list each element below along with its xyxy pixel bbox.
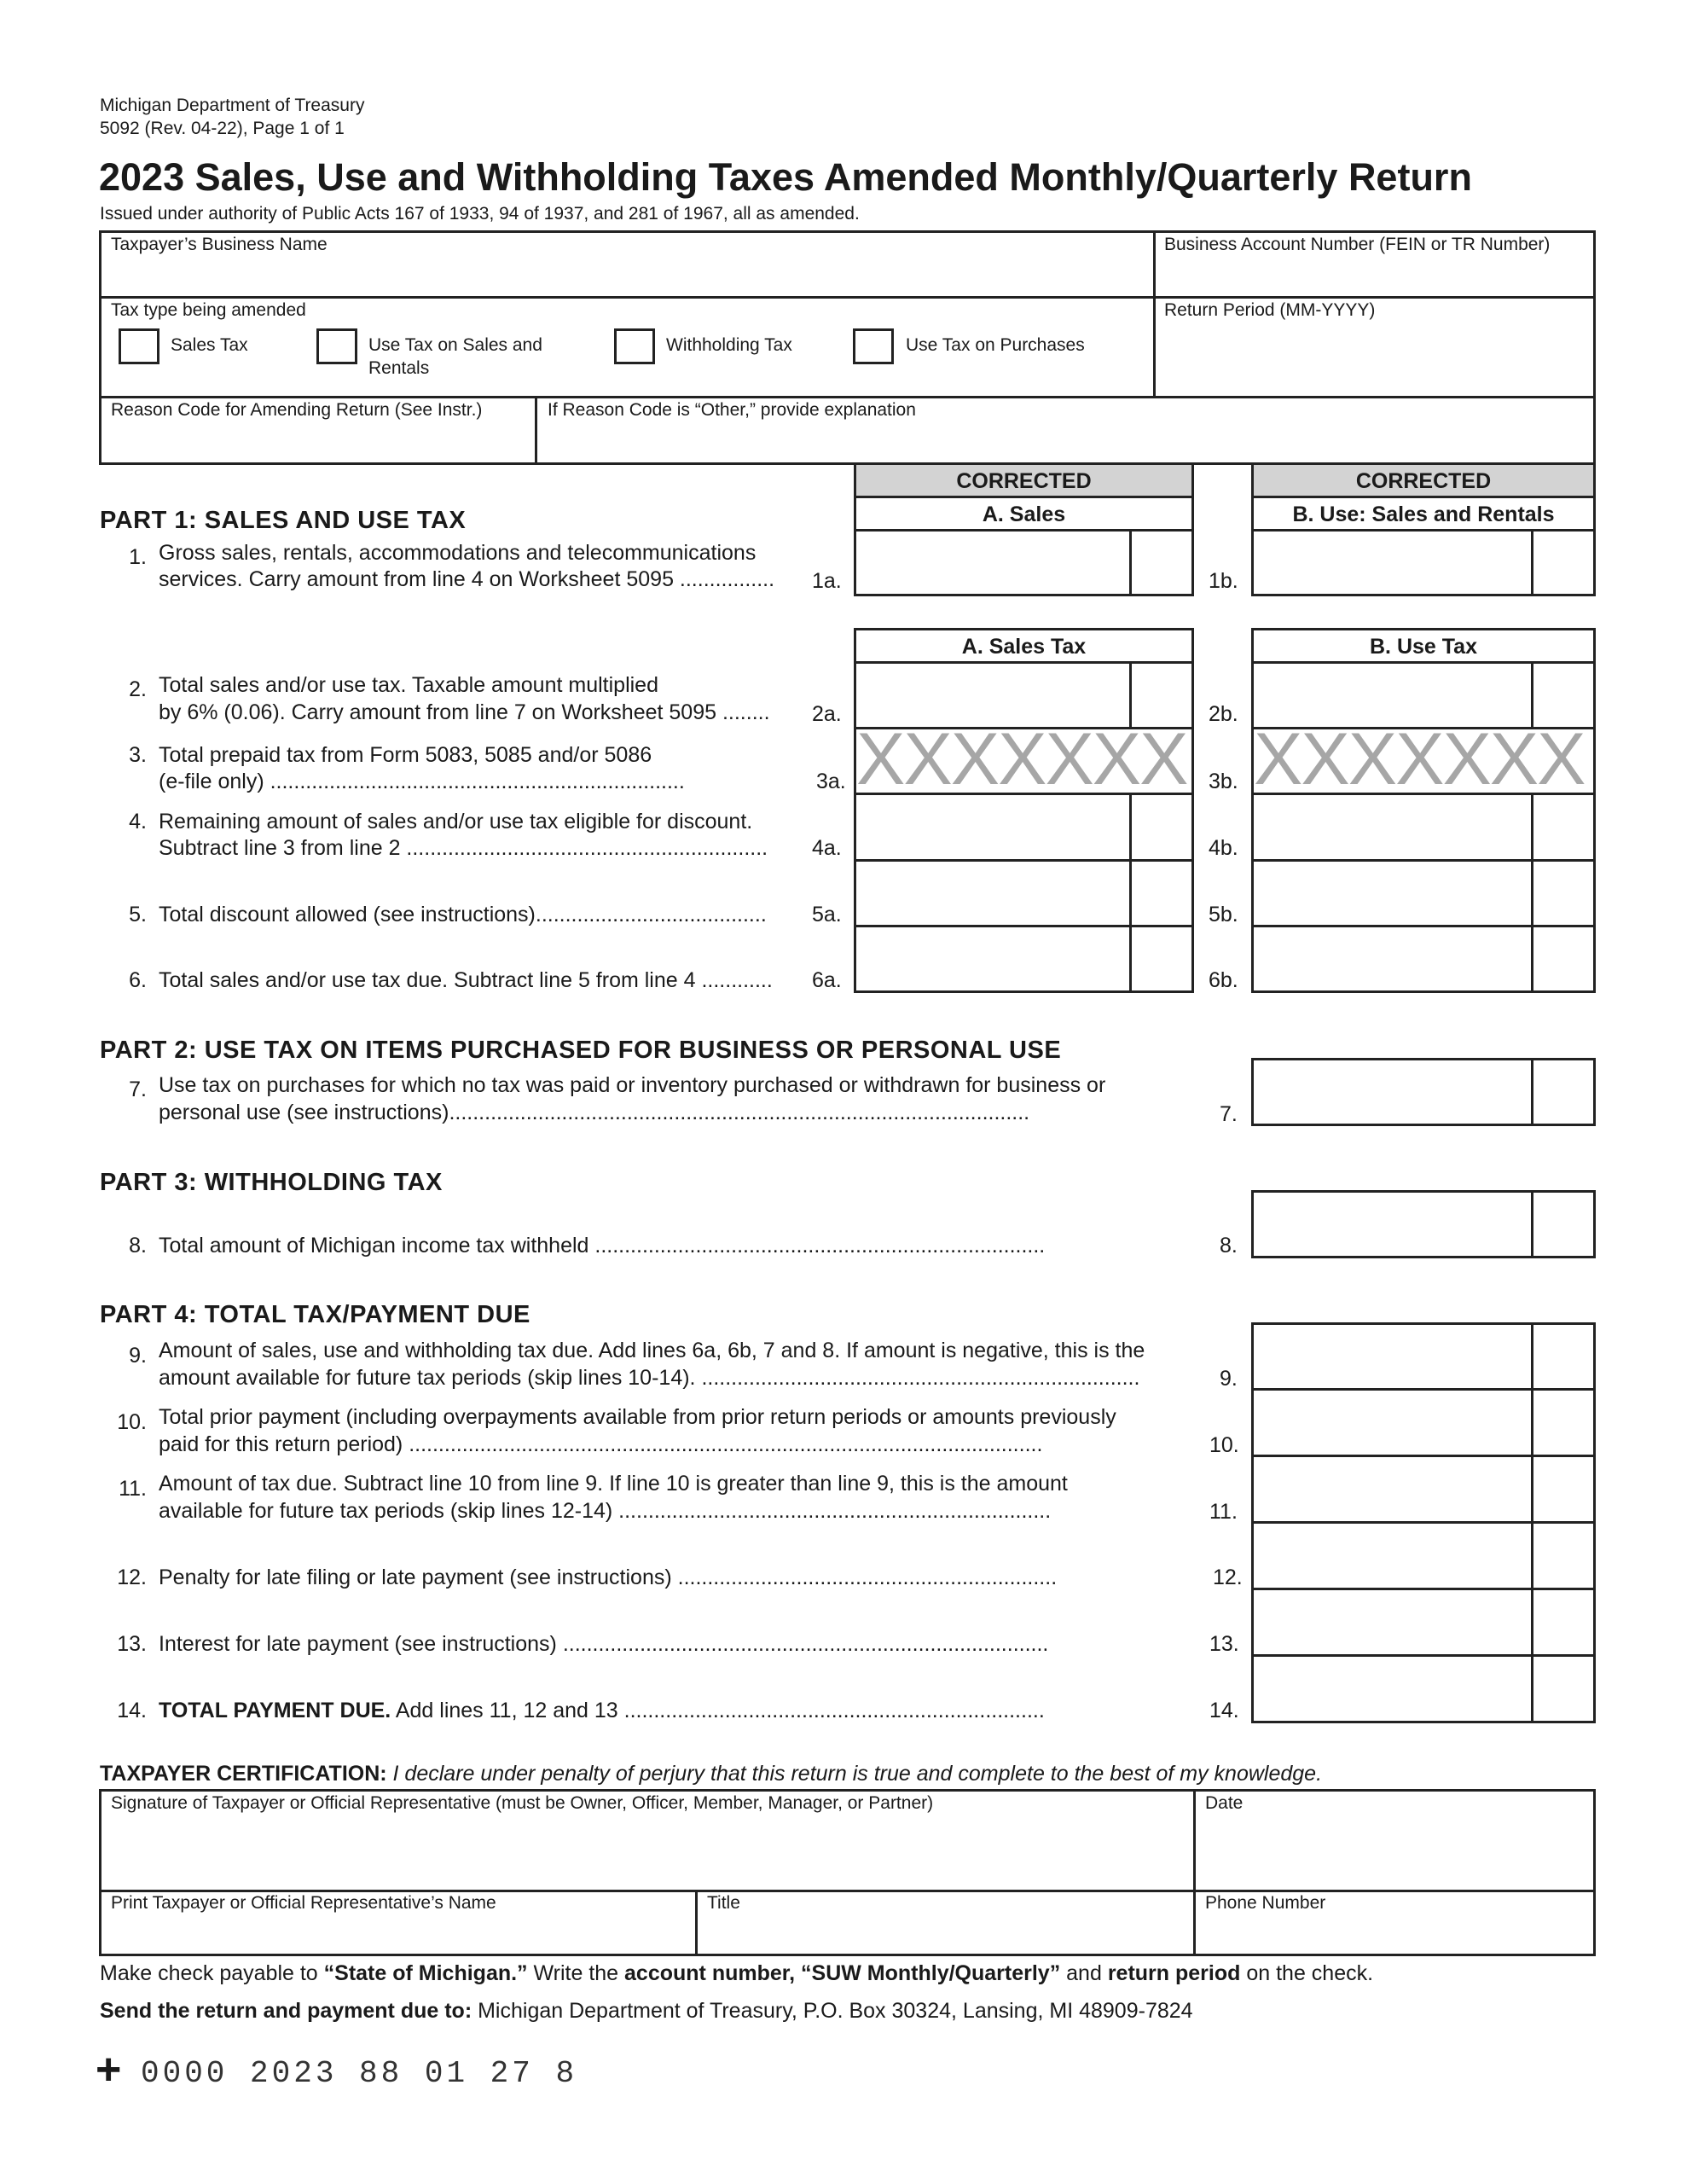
line9-text: Amount of sales, use and withholding tax due. Add lines 6a, 6b, 7 and 8. If amount is negative, this is the	[159, 1339, 1145, 1362]
line11-input[interactable]	[1251, 1455, 1596, 1524]
line11-text: Amount of tax due. Subtract line 10 from line 9. If line 10 is greater than line 9, this is the amount	[159, 1472, 1068, 1496]
line6b-input[interactable]	[1251, 925, 1596, 993]
signature-label: Signature of Taxpayer or Official Representative (must be Owner, Officer, Member, Manager, or Partner)	[111, 1793, 934, 1813]
line9-input[interactable]	[1251, 1322, 1596, 1391]
column-a-sales-header: A. Sales	[854, 496, 1194, 531]
phone-label: Phone Number	[1205, 1893, 1326, 1913]
tax-type-label: Tax type being amended	[111, 300, 306, 320]
use-tax-purchases-label: Use Tax on Purchases	[906, 335, 1085, 355]
print-name-label: Print Taxpayer or Official Representative’s Name	[111, 1893, 496, 1913]
reason-other-input[interactable]	[548, 423, 1588, 462]
part3-heading: PART 3: WITHHOLDING TAX	[100, 1169, 443, 1196]
line6a-ref: 6a.	[812, 968, 842, 992]
line13-text: Interest for late payment (see instructions) ..................................................................................	[159, 1632, 1049, 1656]
line3b-ref: 3b.	[1209, 770, 1238, 793]
line1b-input[interactable]	[1251, 529, 1596, 596]
line5a-input[interactable]	[854, 859, 1194, 927]
signature-input[interactable]	[111, 1817, 1186, 1885]
line14-bold-label: TOTAL PAYMENT DUE.	[159, 1699, 391, 1722]
line5b-ref: 5b.	[1209, 903, 1238, 926]
title-label: Title	[707, 1893, 740, 1913]
column-b-use-tax-header: B. Use Tax	[1251, 628, 1596, 664]
divider	[1193, 1789, 1196, 1956]
form-id: 5092 (Rev. 04-22), Page 1 of 1	[100, 119, 345, 138]
use-tax-purchases-checkbox[interactable]	[853, 328, 894, 364]
part2-heading: PART 2: USE TAX ON ITEMS PURCHASED FOR BUSINESS OR PERSONAL USE	[100, 1037, 1062, 1064]
line2-text: Total sales and/or use tax. Taxable amount multiplied	[159, 673, 658, 697]
line4b-ref: 4b.	[1209, 836, 1238, 860]
part1-heading: PART 1: SALES AND USE TAX	[100, 507, 467, 534]
line5a-ref: 5a.	[812, 903, 842, 926]
mailing-instructions	[100, 1998, 1193, 2024]
check-text-1: Make check payable to	[100, 1961, 324, 1985]
line12-number: 12.	[117, 1565, 147, 1589]
line14-instruction: Add lines 11, 12 and 13 .......................................................................	[391, 1699, 1045, 1722]
column-a-sales-tax-header: A. Sales Tax	[854, 628, 1194, 664]
line10-text-2: paid for this return period) ...........................................................................................................	[159, 1432, 1043, 1456]
line7-text-2: personal use (see instructions)..................................................................................................	[159, 1101, 1030, 1124]
line8-text: Total amount of Michigan income tax withheld ............................................................................	[159, 1234, 1046, 1258]
line13-ref: 13.	[1209, 1632, 1239, 1656]
print-name-input[interactable]	[111, 1916, 687, 1952]
column-b-use-sales-header: B. Use: Sales and Rentals	[1251, 496, 1596, 531]
line8-input[interactable]	[1251, 1190, 1596, 1258]
plus-icon: +	[96, 2045, 122, 2094]
line3-text-2: (e-file only) ......................................................................	[159, 770, 685, 793]
line3-number: 3.	[129, 743, 147, 767]
phone-input[interactable]	[1205, 1916, 1589, 1952]
withholding-tax-label: Withholding Tax	[666, 335, 792, 355]
line8-ref: 8.	[1220, 1234, 1238, 1258]
line1a-input[interactable]	[854, 529, 1194, 596]
line11-ref: 11.	[1209, 1500, 1238, 1524]
part4-heading: PART 4: TOTAL TAX/PAYMENT DUE	[100, 1301, 530, 1328]
line1a-ref: 1a.	[812, 569, 842, 593]
line4-number: 4.	[129, 810, 147, 834]
line14-input[interactable]	[1251, 1654, 1596, 1723]
line7-number: 7.	[129, 1077, 147, 1101]
mailing-label: Send the return and payment due to:	[100, 1999, 472, 2023]
check-text-2: Write the	[527, 1961, 625, 1985]
divider	[1153, 230, 1156, 398]
line3b-blocked-field: XXXXXXX	[1251, 727, 1596, 795]
line9-ref: 9.	[1220, 1367, 1238, 1391]
line2b-input[interactable]	[1251, 661, 1596, 729]
line8-number: 8.	[129, 1234, 147, 1258]
line5b-input[interactable]	[1251, 859, 1596, 927]
divider	[535, 396, 537, 465]
authority-text: Issued under authority of Public Acts 167 of 1933, 94 of 1937, and 281 of 1967, all as amended.	[100, 204, 860, 224]
sales-tax-checkbox[interactable]	[119, 328, 159, 364]
line10-text: Total prior payment (including overpayments available from prior return periods or amounts previously	[159, 1405, 1116, 1429]
line10-ref: 10.	[1209, 1433, 1239, 1457]
return-period-input[interactable]	[1164, 324, 1586, 392]
check-payee: “State of Michigan.”	[323, 1961, 528, 1985]
line11-text-2: available for future tax periods (skip lines 12-14) .........................................................................	[159, 1499, 1052, 1523]
corrected-header-a: CORRECTED	[854, 462, 1194, 498]
account-number-label: Business Account Number (FEIN or TR Number)	[1164, 235, 1551, 254]
line14-ref: 14.	[1209, 1699, 1239, 1722]
check-instructions	[100, 1960, 1373, 1986]
line6-text: Total sales and/or use tax due. Subtract line 5 from line 4 ............	[159, 968, 773, 992]
divider	[695, 1890, 698, 1956]
line2b-ref: 2b.	[1209, 702, 1238, 726]
line14-number: 14.	[117, 1699, 147, 1722]
line14-text	[159, 1698, 1045, 1724]
line9-number: 9.	[129, 1344, 147, 1368]
certification-text: I declare under penalty of perjury that this return is true and complete to the best of my knowledge.	[386, 1762, 1323, 1786]
line12-input[interactable]	[1251, 1521, 1596, 1590]
line1-text-2: services. Carry amount from line 4 on Worksheet 5095 ................	[159, 567, 775, 591]
corrected-header-b: CORRECTED	[1251, 462, 1596, 498]
business-name-input[interactable]	[111, 258, 1143, 293]
line10-input[interactable]	[1251, 1388, 1596, 1457]
check-text-4: on the check.	[1240, 1961, 1374, 1985]
business-name-label: Taxpayer’s Business Name	[111, 235, 328, 254]
title-input[interactable]	[707, 1916, 1185, 1952]
line11-number: 11.	[119, 1477, 147, 1501]
use-tax-sales-rentals-label: Use Tax on Sales and	[368, 335, 542, 355]
line2-text-2: by 6% (0.06). Carry amount from line 7 on Worksheet 5095 ........	[159, 700, 770, 724]
line7-ref: 7.	[1220, 1102, 1238, 1126]
line13-input[interactable]	[1251, 1588, 1596, 1657]
withholding-tax-checkbox[interactable]	[614, 328, 655, 364]
form-barcode-number: 0000 2023 88 01 27 8	[141, 2056, 578, 2091]
check-period: return period	[1107, 1961, 1241, 1985]
form-title: 2023 Sales, Use and Withholding Taxes Amended Monthly/Quarterly Return	[99, 155, 1472, 199]
date-input[interactable]	[1205, 1817, 1589, 1885]
line13-number: 13.	[117, 1632, 147, 1656]
date-label: Date	[1205, 1793, 1244, 1813]
line6a-input[interactable]	[854, 925, 1194, 993]
reason-code-input[interactable]	[111, 423, 529, 462]
certification-label: TAXPAYER CERTIFICATION:	[100, 1762, 387, 1786]
line5-number: 5.	[129, 903, 147, 926]
line6-number: 6.	[129, 968, 147, 992]
agency-name: Michigan Department of Treasury	[100, 96, 365, 115]
line1-number: 1.	[129, 545, 147, 569]
line12-ref: 12.	[1213, 1565, 1243, 1589]
line5-text: Total discount allowed (see instructions).......................................	[159, 903, 767, 926]
line9-text-2: amount available for future tax periods (skip lines 10-14). ..........................................................................	[159, 1366, 1140, 1390]
line6b-ref: 6b.	[1209, 968, 1238, 992]
line1b-ref: 1b.	[1209, 569, 1238, 593]
line4-text: Remaining amount of sales and/or use tax eligible for discount.	[159, 810, 753, 834]
line10-number: 10.	[117, 1410, 147, 1434]
check-account: account number, “SUW Monthly/Quarterly”	[624, 1961, 1061, 1985]
line4-text-2: Subtract line 3 from line 2 .............................................................	[159, 836, 768, 860]
reason-other-label: If Reason Code is “Other,” provide explanation	[548, 400, 916, 420]
line1-text: Gross sales, rentals, accommodations and telecommunications	[159, 541, 757, 565]
certification-statement	[100, 1761, 1322, 1786]
line3a-blocked-field: XXXXXXX	[854, 727, 1194, 795]
line4b-input[interactable]	[1251, 793, 1596, 862]
account-number-input[interactable]	[1164, 258, 1586, 293]
line4a-input[interactable]	[854, 793, 1194, 862]
use-tax-sales-rentals-label-2: Rentals	[368, 358, 430, 378]
line12-text: Penalty for late filing or late payment (see instructions) ................................................................	[159, 1565, 1058, 1589]
line2a-ref: 2a.	[812, 702, 842, 726]
line7-text: Use tax on purchases for which no tax was paid or inventory purchased or withdrawn for business or	[159, 1073, 1106, 1097]
reason-code-label: Reason Code for Amending Return (See Instr.)	[111, 400, 483, 420]
return-period-label: Return Period (MM-YYYY)	[1164, 300, 1376, 320]
line3-text: Total prepaid tax from Form 5083, 5085 and/or 5086	[159, 743, 652, 767]
line3a-ref: 3a.	[816, 770, 846, 793]
line2a-input[interactable]	[854, 661, 1194, 729]
line4a-ref: 4a.	[812, 836, 842, 860]
line2-number: 2.	[129, 677, 147, 701]
divider	[99, 396, 1596, 398]
sales-tax-label: Sales Tax	[171, 335, 248, 355]
divider	[99, 296, 1596, 299]
line7-input[interactable]	[1251, 1058, 1596, 1126]
use-tax-sales-rentals-checkbox[interactable]	[316, 328, 357, 364]
mailing-address: Michigan Department of Treasury, P.O. Box 30324, Lansing, MI 48909-7824	[472, 1999, 1193, 2023]
check-text-3: and	[1060, 1961, 1108, 1985]
